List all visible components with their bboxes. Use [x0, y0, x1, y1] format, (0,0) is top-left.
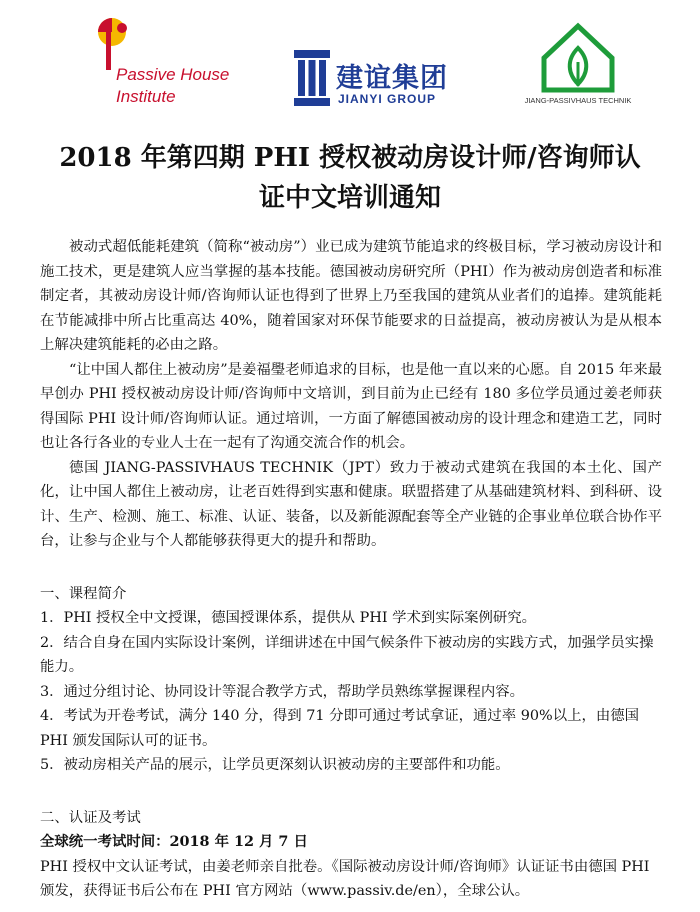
phi-logo — [86, 14, 246, 114]
jianyi-logo — [294, 50, 459, 110]
course-item-3: 3．通过分组讨论、协同设计等混合教学方式，帮助学员熟练掌握课程内容。 — [40, 683, 525, 700]
intro-paragraph-3: 德国 JIANG-PASSIVHAUS TECHNIK（JPT）致力于被动式建筑在我国的本土化、国产化，让中国人都住上被动房，让老百姓得到实惠和健康。联盟搭建了从基础建筑材料、到科研、设计、生产、检测、施工、标准、认证、装备，以及新能源配套等全产业链的企事业单位联合协作平台，让参与企业与个人都能够获得更大的提升和帮助。 — [40, 459, 662, 549]
intro-paragraph-1: 被动式超低能耗建筑（简称“被动房”）业已成为建筑节能追求的终极目标，学习被动房设计和施工技术，更是建筑人应当掌握的基本技能。德国被动房研究所（PHI）作为被动房创造者和标准制定者，其被动房设计师/咨询师认证也得到了世界上乃至我国的建筑从业者们的追捧。建筑能耗在节能减排中所占比重高达 40%，随着国家对环保节能要求的日益提高，被动房被认为是从根本上解决建筑能耗的必由之路。 — [40, 239, 662, 353]
jianyi-logo-icon — [294, 50, 330, 106]
course-item-2: 2．结合自身在国内实际设计案例，详细讲述在中国气候条件下被动房的实践方式，加强学员实操能力。 — [40, 634, 654, 675]
phi-line1: Passive House — [116, 65, 230, 84]
course-item-4: 4．考试为开卷考试，满分 140 分，得到 71 分即可通过考试拿证，通过率 90%以上，由德国 PHI 颁发国际认可的证书。 — [40, 708, 640, 749]
page-title — [20, 138, 680, 218]
title-line2: 证中文培训通知 — [258, 183, 441, 213]
jpt-logo — [508, 22, 648, 112]
jpt-house-icon — [538, 22, 618, 94]
jpt-logo-text: JIANG-PASSIVHAUS TECHNIK — [524, 96, 632, 105]
phi-line2: Institute — [116, 87, 176, 106]
intro-paragraph-2: “让中国人都住上被动房”是姜福璺老师追求的目标，也是他一直以来的心愿。自 2015 年来最早创办 PHI 授权被动房设计师/咨询师中文培训，到目前为止已经有 180 多位学员通过姜老师获得国际 PHI 设计师/咨询师认证。通过培训，一方面了解德国被动房的设计理念和建造工艺，同时也让各行各业的专业人士在一起有了沟通交流合作的机会。 — [40, 361, 662, 451]
section2-heading: 二、认证及考试 — [40, 809, 141, 826]
document-body — [40, 235, 662, 904]
title-line1: 2018 年第四期 PHI 授权被动房设计师/咨询师认 — [59, 143, 641, 173]
exam-time: 全球统一考试时间：2018 年 12 月 7 日 — [40, 833, 308, 850]
phi-logo-text — [116, 64, 229, 108]
jianyi-cn-text: 建谊集团 — [336, 63, 448, 94]
course-item-5: 5．被动房相关产品的展示，让学员更深刻认识被动房的主要部件和功能。 — [40, 757, 510, 773]
logo-bar — [0, 0, 700, 118]
section1-heading: 一、课程简介 — [40, 585, 127, 602]
course-item-1: 1．PHI 授权全中文授课，德国授课体系，提供从 PHI 学术到实际案例研究。 — [40, 610, 537, 626]
certification-text: PHI 授权中文认证考试，由姜老师亲自批卷。《国际被动房设计师/咨询师》认证证书由德国 PHI 颁发，获得证书后公布在 PHI 官方网站（www.passiv.de/en），全球公认。 — [40, 858, 650, 899]
jianyi-en-text: JIANYI GROUP — [338, 92, 437, 106]
